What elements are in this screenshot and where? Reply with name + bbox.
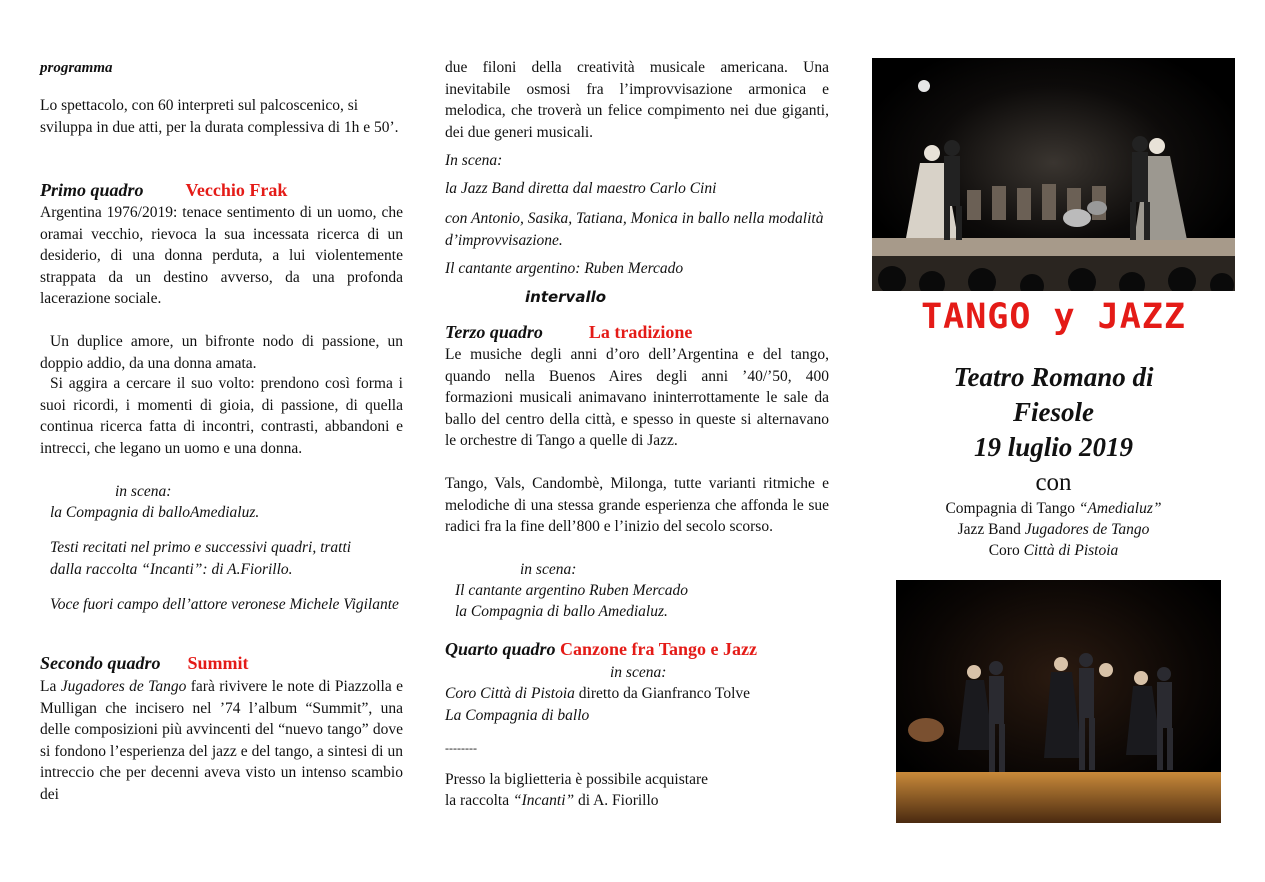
venue-line-2: Fiesole — [1013, 397, 1094, 427]
quarto-quadro-heading — [445, 638, 829, 660]
primo-quadro-scena: la Compagnia di balloAmedialuz. — [50, 504, 260, 521]
event-date: 19 luglio 2019 — [973, 432, 1134, 462]
secondo-quadro-continuation: due filoni della creatività musicale americana. Una inevitabile osmosi fra l’improvvisazione armonica e melodica, che troverà un felice compimento nei due giganti, dei due generi musicali. — [445, 59, 829, 141]
primo-quadro-heading — [40, 179, 403, 201]
secondo-scena-2: con Antonio, Sasika, Tatiana, Monica in ballo nella modalità d’improvvisazione. — [445, 210, 824, 249]
footer-line-1: Presso la biglietteria è possibile acquistare — [445, 771, 708, 788]
secondo-scena-label: In scena: — [445, 152, 503, 169]
venue-line-1: Teatro Romano di — [953, 362, 1154, 392]
primo-quadro-title: Vecchio Frak — [185, 180, 288, 200]
testi-note: Testi recitati nel primo e successivi quadri, tratti dalla raccolta “Incanti”: di A.Fiorillo. — [50, 539, 352, 578]
terzo-quadro-paragraph-2: Tango, Vals, Candombè, Milonga, tutte varianti ritmiche e melodiche di una stessa grande esperienza che affonda le sue radici fra la fine dell’800 e l’inizio del secolo scorso. — [445, 475, 829, 535]
secondo-scena-3: Il cantante argentino: Ruben Mercado — [445, 260, 684, 277]
credit-compagnia: Compagnia di Tango “Amedialuz” — [945, 500, 1162, 517]
secondo-quadro-paragraph: La Jugadores de Tango farà rivivere le note di Piazzolla e Mulligan che incisero nel ’74 l’album “Summit”, una delle composizioni più avvincenti del “nuevo tango” dove si fondono l’esperienza del jazz e del tango, a sintesi di un intreccio che per decenni aveva visto un intenso scambio dei — [40, 678, 403, 803]
terzo-scena-1: Il cantante argentino Ruben Mercado — [455, 582, 689, 599]
quarto-scena-1: Coro Città di Pistoia diretto da Gianfranco Tolve — [445, 685, 751, 702]
event-title: TANGO y JAZZ — [921, 297, 1186, 337]
separator-dashes: -------- — [445, 741, 477, 755]
con-label: con — [1035, 469, 1072, 496]
intervallo-label: intervallo — [525, 288, 607, 306]
terzo-scena-2: la Compagnia di ballo Amedialuz. — [455, 603, 668, 620]
intro-paragraph: Lo spettacolo, con 60 interpreti sul palcoscenico, si sviluppa in due atti, per la durata complessiva di 1h e 50’. — [40, 97, 399, 136]
voce-note: Voce fuori campo dell’attore veronese Michele Vigilante — [50, 596, 399, 613]
quarto-scena-label: in scena: — [610, 664, 667, 681]
primo-quadro-scena-label: in scena: — [115, 483, 172, 500]
primo-quadro-paragraph-3: Si aggira a cercare il suo volto: prendono così forma i suoi ricordi, i momenti di gioia, di passione, di quella continua ricerca fatta di incontri, contrasti, abbandoni e intrecci, che legano un uomo e una donna. — [40, 375, 403, 457]
secondo-quadro-title: Summit — [187, 653, 249, 673]
photo-tango-dancers — [896, 580, 1221, 823]
quarto-quadro-title: Canzone fra Tango e Jazz — [560, 639, 758, 659]
quarto-quadro-label: Quarto quadro — [445, 639, 556, 659]
terzo-quadro-heading — [445, 321, 829, 343]
terzo-scena-label: in scena: — [520, 561, 577, 578]
terzo-quadro-title: La tradizione — [588, 322, 693, 342]
secondo-quadro-label: Secondo quadro — [40, 653, 161, 673]
terzo-quadro-label: Terzo quadro — [445, 322, 543, 342]
credit-jazz-band: Jazz Band Jugadores de Tango — [957, 521, 1150, 538]
secondo-scena-1: la Jazz Band diretta dal maestro Carlo Cini — [445, 180, 717, 197]
secondo-quadro-heading — [40, 652, 403, 674]
credit-coro: Coro Città di Pistoia — [988, 542, 1119, 559]
footer-line-2: la raccolta “Incanti” di A. Fiorillo — [445, 792, 659, 809]
quarto-scena-2: La Compagnia di ballo — [445, 707, 590, 724]
terzo-quadro-paragraph-1: Le musiche degli anni d’oro dell’Argentina e del tango, quando nella Buenos Aires degli anni ’40/’50, 400 formazioni musicali animavano ininterrottamente le sale da ballo del centro della città, e spesso in queste si alternavano le orchestre di Tango a quelle di Jazz. — [445, 346, 829, 449]
photo-jazz-band — [872, 58, 1235, 291]
primo-quadro-paragraph-2: Un duplice amore, un bifronte nodo di passione, un doppio addio, da una donna amata. — [40, 333, 403, 372]
programma-heading: programma — [40, 60, 113, 76]
primo-quadro-paragraph-1: Argentina 1976/2019: tenace sentimento di un uomo, che oramai vecchio, rievoca la sua incessata ricerca di un desiderio, di una donna perduta, a lui violentemente strappata da un destino avverso, da una profonda lacerazione sociale. — [40, 204, 403, 307]
primo-quadro-label: Primo quadro — [40, 180, 144, 200]
